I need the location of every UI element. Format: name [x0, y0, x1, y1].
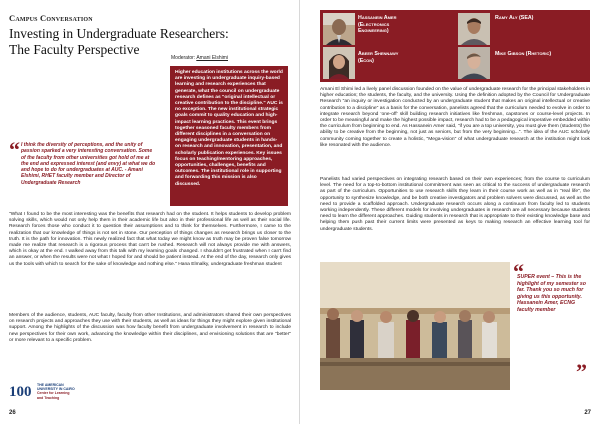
intro-box: [170, 66, 288, 206]
speaker-name-line: Abeer Shennawy: [358, 51, 399, 57]
section-kicker: Campus Conversation: [9, 13, 93, 23]
auc-100-logo-icon: [9, 380, 89, 404]
moderator-name: Amani Elshimi: [196, 55, 228, 61]
logo-number: 100: [9, 384, 32, 400]
event-photo: [320, 262, 510, 390]
audience-paragraph: Members of the audience, students, AUC faculty, faculty from other Institutions, and administrators shared their own perspectives on research projects and approaches they use with their students, as well as ideas for things they might explore given institutional support. Among the highlights of the discussion was how faculty benefit from undergraduate involvement in research to include new perspectives for their own work, advancing the knowledge within their disciplines, and envisioning solutions that are "better" or more relevant to a specific problem.: [9, 313, 291, 343]
panel-summary-paragraph: Amani El Shimi led a lively panel discussion founded on the value of undergraduate research for the principal stakeholders in higher education; the students, the faculty, and the university. Using the definition adopted by the Council for Undergraduate Research "an inquiry or investigation conducted by an undergraduate student that makes an original intellectual or creative contribution to a discipline" as a basis for the conversation, panelists agreed that the curriculum needed to evolve in order to integrate research beyond 'one-off' skill building research initiatives like freshman, capstones or course-level projects. In order to be meaningful and make the highest possible impact, research had to be a pedagogical imperative embedded within the curriculum from beginning to end. As Hassanein Amer said, "if you are a top university, you must give them (students) the ability to be creative from the beginning, not just as seniors, but from the very beginning...". The idea of the AUC scholarly community coming together to create a holistic, "Mega-vision" of what undergraduate research at the institution might look like resonated with the audience.: [320, 87, 590, 148]
speaker-photo-ramy: [458, 13, 490, 45]
speaker-name-mike: [495, 51, 587, 58]
speaker-photo-hassanein: [323, 13, 355, 45]
page-title: [9, 26, 269, 58]
title-line-1: Investing in Undergraduate Researchers:: [9, 26, 229, 41]
speakers-panel: [320, 10, 590, 82]
title-line-2: The Faculty Perspective: [9, 42, 140, 57]
speaker-name-line: Engineering): [358, 28, 389, 35]
speaker-name-abeer: [358, 51, 448, 64]
logo-line-2: UNIVERSITY IN CAIRO: [37, 387, 75, 392]
logo-line-3: Center for Learning: [37, 391, 70, 396]
moderator-label: Moderator:: [171, 55, 196, 61]
page-number-right: 27: [584, 410, 591, 416]
speaker-name-line: (Econ): [358, 57, 374, 64]
right-page: [300, 0, 600, 424]
right-pull-quote: [513, 259, 591, 390]
page-number-left: 26: [9, 410, 16, 416]
logo-line-1: THE AMERICAN: [37, 383, 64, 387]
speaker-name-hassanein: [358, 15, 448, 35]
speaker-name-line: Mike Gibson (Rhetoric): [495, 51, 552, 57]
logo-line-4: and Teaching: [37, 395, 60, 400]
moderator-credit: [171, 55, 228, 61]
pull-quote-text: I think the diversity of perceptions, and the unity of passion sparked a very interesting conversation. Some of the faculty from other universities got hold of me at the end and expressed interest (and envy) at what we do and hope to do for undergraduates at AUC. - Amani Elshimi, RHET faculty member and Director of Undergraduate Research: [21, 142, 156, 186]
quote-close-icon: ”: [576, 359, 587, 384]
quote-open-icon: “: [513, 259, 524, 284]
speaker-name-line: Hassanein Amer: [358, 15, 397, 21]
logo-text: [37, 383, 75, 400]
quote-open-icon: “: [9, 137, 20, 162]
speaker-photo-abeer: [323, 47, 355, 79]
panelist-perspectives-paragraph: Panelists had varied perspectives on integrating research based on their own experiences; from the course to curriculum level. The need for a top-to-bottom institutional commitment was seen as critical to the success of undergraduate research as part of the curriculum. Opportunities to use research skills they learn in their course work as well as in "real life", the opportunity to synthesize knowledge, and be both creative investigators and problem solvers were discussed, as well as the need to provide a scaffolded approach. Undergraduate research occurs along a continuum from faculty led to students working independently. These different models for involving undergraduates in research are all necessary because students need to learn the different approaches. Guiding students in research that is appropriate to their existing knowledge base and helping them push past their current limits were presented as keys to making research an effective learning tool for undergraduate students.: [320, 177, 590, 232]
speaker-name-line: Ramy Aly (SEA): [495, 15, 534, 21]
speaker-name-ramy: [495, 15, 585, 22]
speaker-photo-mike: [458, 47, 490, 79]
logo-badge: [9, 382, 35, 402]
intro-box-text: Higher education institutions across the world are investing in undergraduate inquiry-based learning and research experiences that generate, what the council on undergraduate research defines as "original intellectual or creative contribution to the discipline." AUC is no exception. The new institutional strategic goals commit to quality education and high-impact learning practices. This event brings together seasoned faculty members from different disciplines in a conversation on engaging undergraduate students in hands-on research and innovation, presentation, and scholarly publication experiences. Key issues focus on teaching/mentoring approaches, opportunities, challenges, benefits and outcomes. The institutional role in supporting and forwarding this mission is also discussed.: [175, 70, 283, 187]
student-testimonial-paragraph: "What I found to be the most interesting was the benefits that research had on the student. It helps students to develop problem solving skills, which would not only help them in their academic life but also in their professional life as well as their social life. Research forces those who conduct it to question their assumptions and to think for themselves. Furthermore, I came to the realization that our knowledge of things is not set in stone. Our perception of things changes as research brings us closer to the truth. It is the path for innovation. This newly realized fact that what today we might know as truth may be proven false tomorrow made me realize that research is a rigorous process that can't be rushed. Research will not always provide me with answers, which is okay at the end. I walked away from this talk with my learning goals changed. I shouldn't get frustrated when I can't find an answer, or when the results were not what I hoped for and should be patient instead. At the end of the day, research only gives us the tools with which to search for the sake of knowledge and nothing else." Hana Elmalky, undergraduate freshman student: [9, 212, 291, 267]
right-pull-quote-text: SUPER event – This is the highlight of my semester so far. Thank you so much for giving us this opportunity. Hassanein Amer, ECNG faculty member: [517, 274, 586, 313]
speaker-name-line: (Electronics: [358, 21, 390, 28]
